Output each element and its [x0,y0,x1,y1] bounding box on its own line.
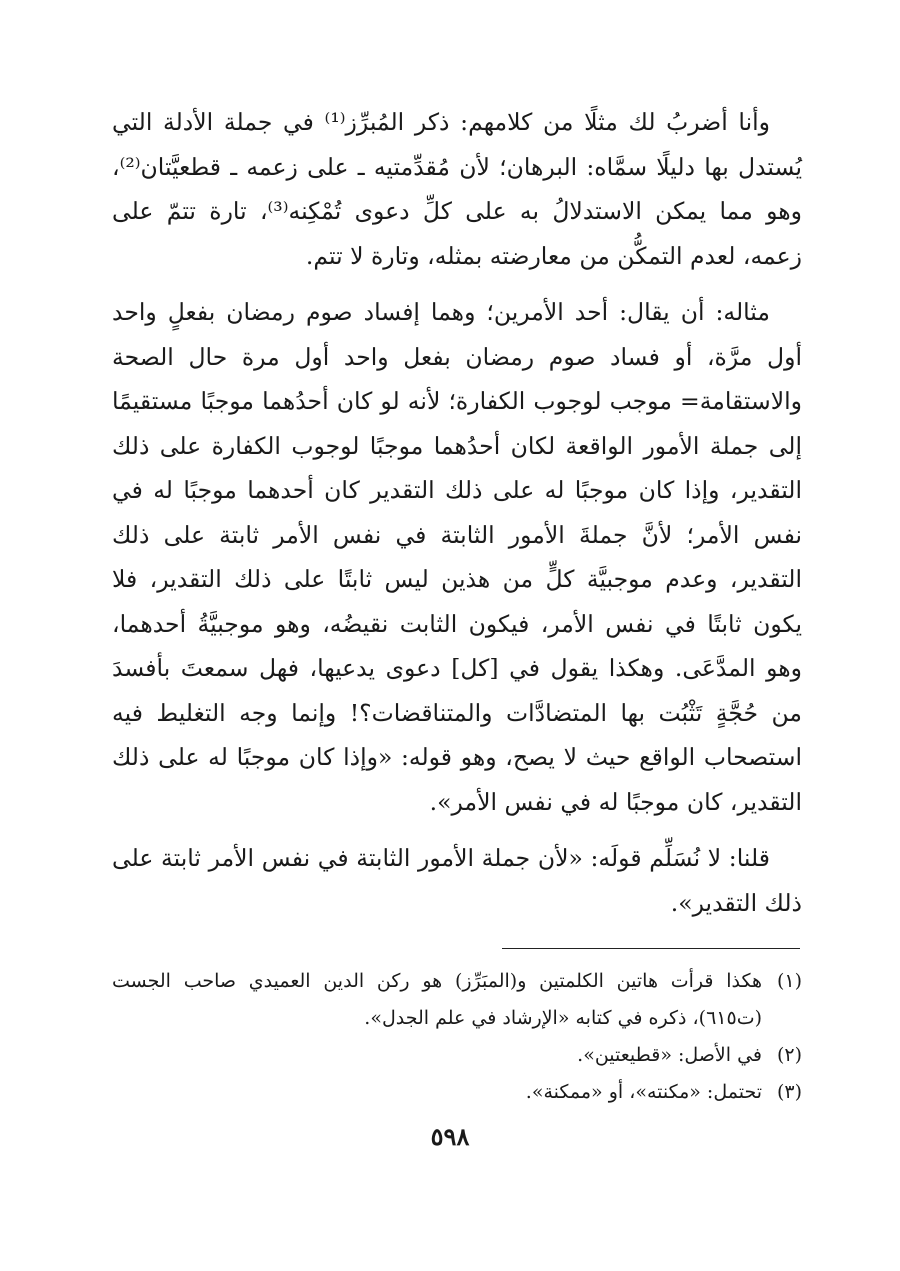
page-number: ٥٩٨ [430,1122,470,1151]
footnote-number: (١) [776,970,802,992]
footnote-text: في الأصل: «قطيعتين». [577,1044,762,1066]
paragraph-2: مثاله: أن يقال: أحد الأمرين؛ وهما إفساد صوم رمضان بفعلٍ واحد أول مرَّة، أو فساد صوم رمضان بفعل واحد أول مرة حال الصحة والاستقامة= موجب لوجوب الكفارة؛ لأنه لو كان أحدُهما موجبًا مستقيمًا إلى جملة الأمور الواقعة لكان أحدُهما موجبًا لوجوب الكفارة على ذلك التقدير، وإذا كان موجبًا له على ذلك التقدير كان أحدهما موجبًا له في نفس الأمر؛ لأنَّ جملةَ الأمور الثابتة في نفس الأمر ثابتة على ذلك التقدير، وعدم موجبيَّة كلٍّ من هذين ليس ثابتًا على ذلك التقدير، فلا يكون ثابتًا في نفس الأمر، فيكون الثابت نقيضُه، وهو موجبيَّةُ أحدهما، وهو المدَّعَى. وهكذا يقول في [كل] دعوى يدعيها، فهل سمعتَ بأفسدَ من حُجَّةٍ تَثْبُت بها المتضادَّات والمتناقضات؟! وإنما وجه التغليط فيه استصحاب الواقع حيث لا يصح، وهو قوله: «وإذا كان موجبًا له على ذلك التقدير، كان موجبًا له في نفس الأمر». [112,298,802,816]
footnote-text: تحتمل: «مكنته»، أو «ممكنة». [525,1081,762,1103]
footnote-divider [502,948,800,949]
footnote-2 [112,1037,802,1074]
footnote-text: هكذا قرأت هاتين الكلمتين و(المبَرِّز) هو ركن الدين العميدي صاحب الجست (ت٦١٥)، ذكره في كتابه «الإرشاد في علم الجدل». [112,970,763,1029]
footnote-number: (٣) [776,1081,802,1103]
footnote-number: (٢) [776,1044,802,1066]
footnote-3 [112,1074,802,1111]
paragraph-1: وأنا أضربُ لك مثلًا من كلامهم: ذكر المُبرِّز⁽¹⁾ في جملة الأدلة التي يُستدل بها دليلًا سمَّاه: البرهان؛ لأن مُقدِّمتيه ـ على زعمه ـ قطعيَّتان⁽²⁾، وهو مما يمكن الاستدلالُ به على كلِّ دعوى تُمْكِنه⁽³⁾، تارة تتمّ على زعمه، لعدم التمكُّن من معارضته بمثله، وتارة لا تتم. [112,108,802,270]
paragraph-3: قلنا: لا نُسَلِّم قولَه: «لأن جملة الأمور الثابتة في نفس الأمر ثابتة على ذلك التقدير». [112,844,802,917]
footnotes [112,963,802,1111]
footnote-1 [112,963,802,1037]
main-text [112,100,802,925]
